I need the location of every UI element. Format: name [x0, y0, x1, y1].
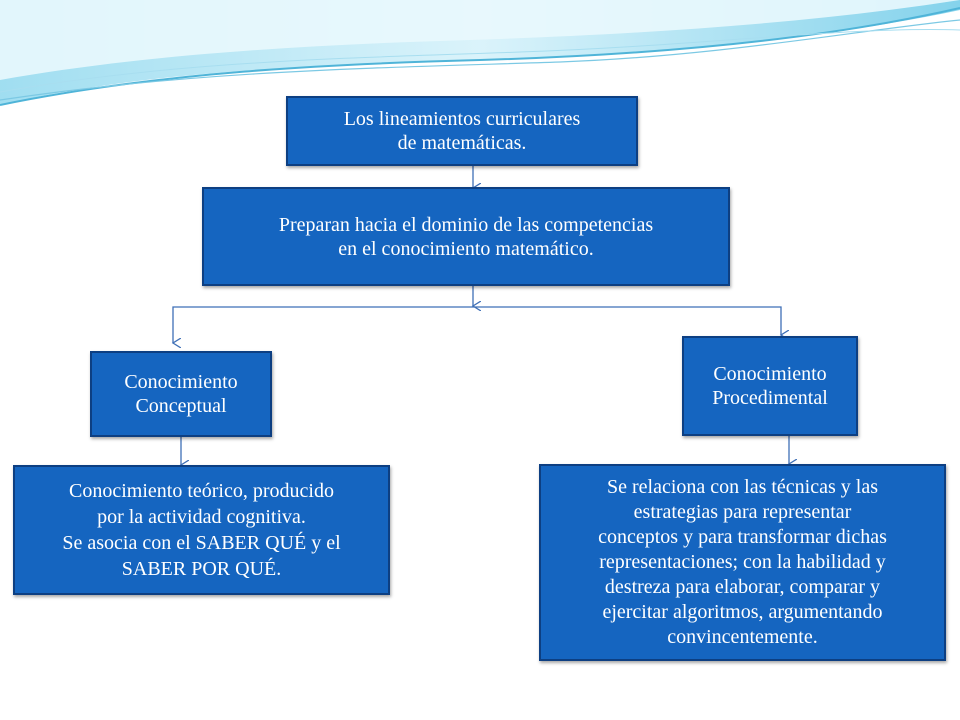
- box-conceptual-description-line: Conocimiento teórico, producido: [69, 480, 334, 502]
- box-conceptual-description: [13, 465, 390, 595]
- box-procedural-description: [539, 464, 946, 661]
- box-procedural-description-line: destreza para elaborar, comparar y: [604, 576, 881, 598]
- box-conceptual-description-line: por la actividad cognitiva.: [97, 506, 306, 528]
- box-procedural-description-line: Se relaciona con las técnicas y las: [607, 476, 878, 498]
- box-purpose-line: en el conocimiento matemático.: [338, 237, 594, 260]
- box-conceptual-line: Conocimiento: [124, 371, 238, 393]
- box-root: [286, 96, 638, 166]
- box-procedural-description-line: ejercitar algoritmos, argumentando: [602, 601, 883, 623]
- box-procedural-line: Conocimiento: [713, 363, 827, 385]
- box-purpose-line: Preparan hacia el dominio de las competencias: [278, 213, 654, 236]
- box-purpose: [202, 187, 730, 286]
- box-root-line: de matemáticas.: [397, 132, 527, 154]
- box-procedural-description-line: conceptos y para transformar dichas: [598, 526, 887, 548]
- box-procedural-line: Procedimental: [712, 387, 828, 409]
- box-procedural-description-line: estrategias para representar: [633, 501, 852, 523]
- box-conceptual-line: Conceptual: [135, 395, 227, 417]
- box-conceptual-description-line: SABER POR QUÉ.: [121, 558, 282, 580]
- box-procedural-description-line: representaciones; con la habilidad y: [599, 551, 886, 573]
- box-conceptual: [90, 351, 272, 437]
- box-root-line: Los lineamientos curriculares: [343, 108, 581, 130]
- box-procedural-description-line: convincentemente.: [667, 626, 818, 648]
- box-conceptual-description-line: Se asocia con el SABER QUÉ y el: [62, 532, 341, 554]
- box-procedural: [682, 336, 858, 436]
